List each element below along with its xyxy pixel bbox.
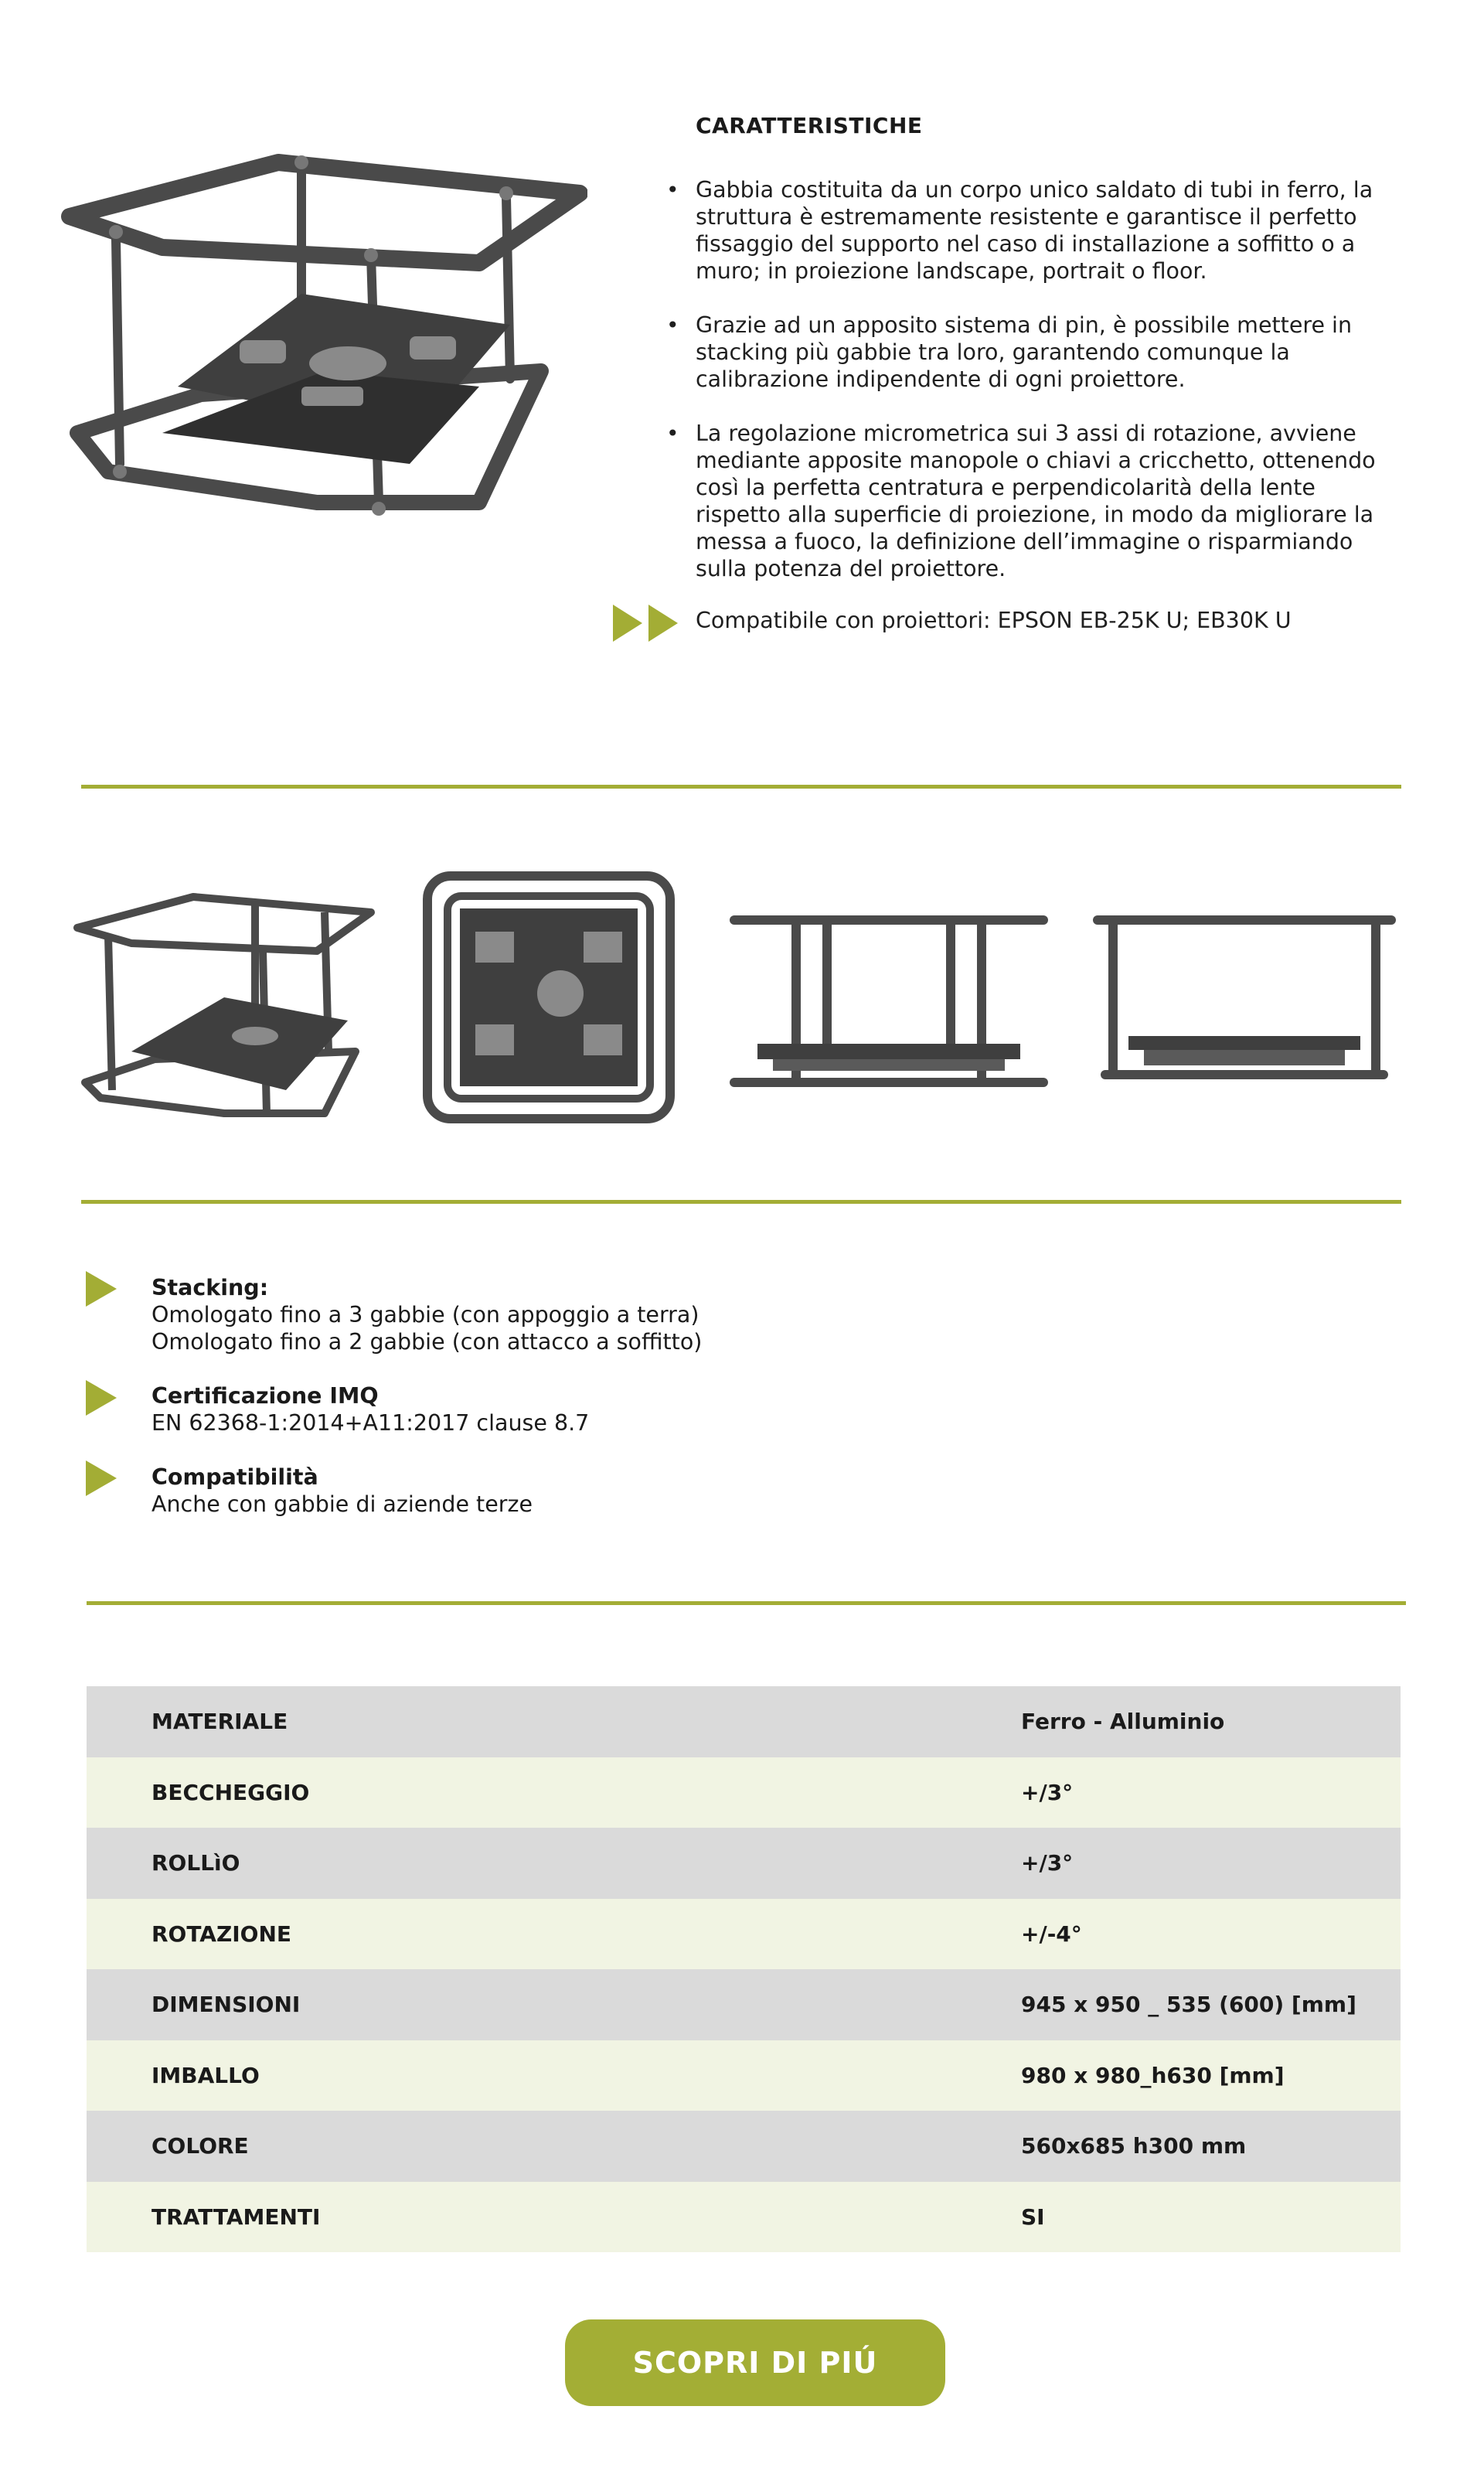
section-divider: [81, 785, 1401, 789]
bullet-dot: •: [666, 312, 679, 338]
compatibility-text: Compatibile con proiettori: EPSON EB-25K U; EB30K U: [696, 608, 1292, 633]
feature-bullet: [666, 420, 1391, 582]
spec-label: TRATTAMENTI: [151, 2203, 321, 2230]
highlight-line: Omologato fino a 2 gabbie (con attacco a soffitto): [151, 1329, 703, 1355]
spec-label: ROLLìO: [151, 1850, 240, 1876]
spec-label: MATERIALE: [151, 1709, 288, 1735]
spec-label: ROTAZIONE: [151, 1921, 292, 1947]
feature-bullet: [666, 176, 1391, 285]
bullet-dot: •: [666, 177, 679, 203]
product-thumbnail-front[interactable]: [1090, 905, 1399, 1109]
section-divider: [87, 1601, 1406, 1605]
projector-cage-image: [46, 139, 587, 557]
highlight-line: Anche con gabbie di aziende terze: [151, 1491, 533, 1517]
highlight-certification: [151, 1382, 589, 1437]
highlight-title: Certificazione IMQ: [151, 1383, 379, 1409]
feature-bullet-text: La regolazione micrometrica sui 3 assi di rotazione, avviene mediante apposite manopole o chiavi a cricchetto, ottenendo così la perfetta centratura e perpendicolarità della lente rispetto alla superficie di proiezione, in modo da migliorare la messa a fuoco, la definizione dell’immagine o risparmiando sulla potenza del proiettore.: [696, 421, 1376, 581]
arrow-right-icon: [86, 1380, 117, 1419]
spec-label: COLORE: [151, 2133, 249, 2159]
feature-bullet-text: Grazie ad un apposito sistema di pin, è possibile mettere in stacking più gabbie tra loro, garantendo comunque la calibrazione indipendente di ogni proiettore.: [696, 312, 1353, 392]
section-divider: [81, 1200, 1401, 1204]
arrow-right-icon: [86, 1271, 117, 1310]
spec-value: 945 x 950 _ 535 (600) [mm]: [1021, 1992, 1356, 2018]
spec-value: +/-4°: [1021, 1921, 1082, 1947]
table-row: [87, 1969, 1401, 2040]
features-title: CARATTERISTICHE: [696, 113, 923, 138]
discover-more-button[interactable]: SCOPRI DI PIÚ: [565, 2319, 945, 2406]
highlight-line: EN 62368-1:2014+A11:2017 clause 8.7: [151, 1410, 590, 1436]
table-row: [87, 2111, 1401, 2182]
spec-value: +/3°: [1021, 1850, 1074, 1876]
highlight-title: Compatibilità: [151, 1464, 318, 1490]
arrow-right-icon: [86, 1460, 117, 1499]
table-row: [87, 1757, 1401, 1829]
highlight-title: Stacking:: [151, 1275, 269, 1300]
table-row: [87, 1828, 1401, 1899]
highlight-stacking: [151, 1274, 702, 1355]
table-row: [87, 1899, 1401, 1970]
spec-value: +/3°: [1021, 1779, 1074, 1805]
spec-value: 560x685 h300 mm: [1021, 2133, 1247, 2159]
spec-value: SI: [1021, 2203, 1045, 2230]
feature-bullet: [666, 312, 1391, 393]
highlight-line: Omologato fino a 3 gabbie (con appoggio a terra): [151, 1302, 699, 1328]
product-thumbnail-top[interactable]: [421, 870, 676, 1128]
product-thumbnail-side[interactable]: [727, 897, 1051, 1116]
spec-label: DIMENSIONI: [151, 1992, 301, 2018]
double-arrow-icon: [613, 605, 682, 645]
spec-label: BECCHEGGIO: [151, 1779, 310, 1805]
spec-label: IMBALLO: [151, 2062, 260, 2088]
table-row: [87, 2040, 1401, 2111]
table-row: [87, 2182, 1401, 2253]
spec-value: Ferro - Alluminio: [1021, 1709, 1225, 1735]
spec-value: 980 x 980_h630 [mm]: [1021, 2062, 1285, 2088]
spec-table: [87, 1686, 1401, 2252]
product-thumbnail-perspective[interactable]: [70, 889, 379, 1132]
table-row: [87, 1686, 1401, 1757]
feature-bullet-text: Gabbia costituita da un corpo unico saldato di tubi in ferro, la struttura è estremamente resistente e garantisce il perfetto fissaggio del supporto nel caso di installazione a soffitto o a muro; in proiezione landscape, portrait o floor.: [696, 177, 1373, 284]
bullet-dot: •: [666, 421, 679, 446]
highlight-compatibility: [151, 1464, 533, 1518]
